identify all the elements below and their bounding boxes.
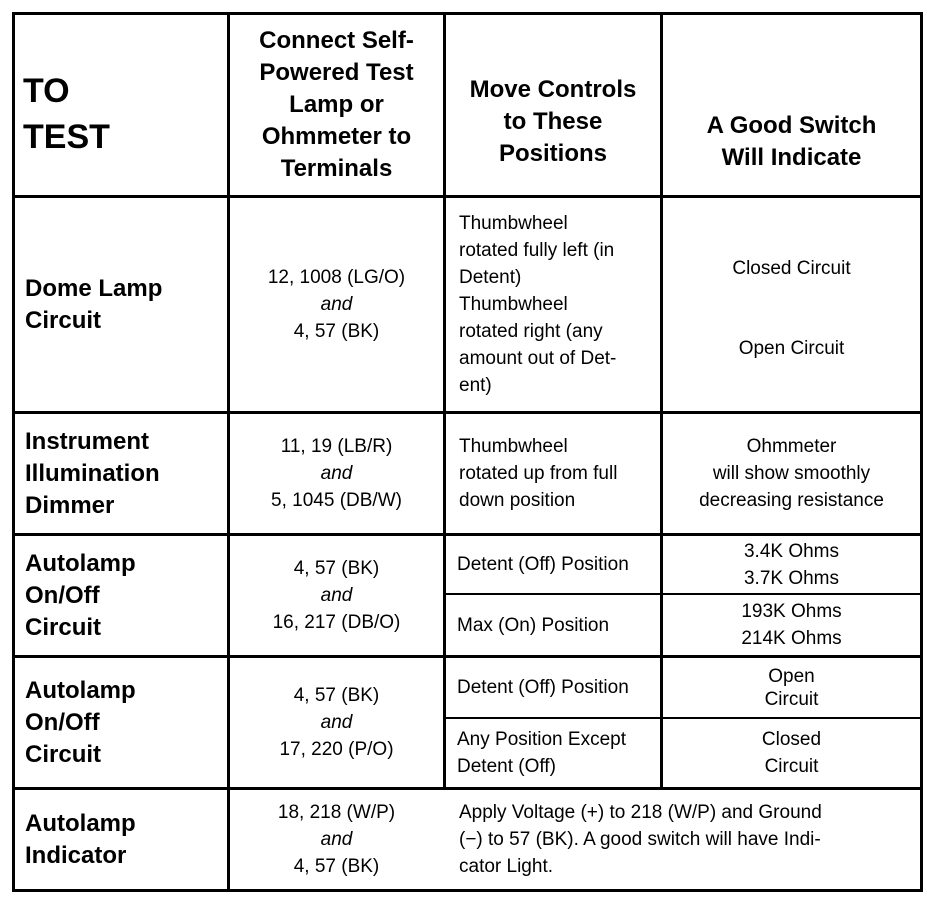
position-line: Detent (Off) — [457, 756, 556, 777]
terminal-line: 16, 217 (DB/O) — [272, 612, 401, 633]
terminal-line: 17, 220 (P/O) — [279, 739, 394, 760]
terminal-line: 4, 57 (BK) — [293, 685, 380, 706]
result — [663, 333, 920, 363]
test-label-line: Circuit — [25, 613, 102, 641]
header-move-line: to These — [503, 108, 603, 135]
position-line: rotated up from full — [459, 463, 618, 484]
position-line: amount out of Det- — [459, 348, 617, 369]
header-connect-line: Connect Self- — [259, 27, 414, 54]
test-label — [25, 536, 225, 655]
test-label-line: On/Off — [25, 581, 100, 609]
position-line: Thumbwheel — [459, 294, 568, 315]
result — [663, 719, 920, 787]
terminal-and: and — [320, 829, 353, 850]
positions — [457, 719, 660, 787]
result-line: Closed Circuit — [732, 257, 851, 279]
terminal-line: 4, 57 (BK) — [293, 558, 380, 579]
result-line: 214K Ohms — [741, 628, 842, 649]
header-move-line: Positions — [498, 140, 607, 167]
position-line: Thumbwheel — [459, 213, 568, 234]
result-line: Open Circuit — [738, 337, 845, 359]
terminals — [230, 198, 443, 411]
header-connect-line: Ohmmeter to — [261, 123, 412, 150]
positions — [457, 595, 660, 655]
test-label-line: Autolamp — [25, 676, 136, 704]
result-line: Circuit — [764, 756, 819, 777]
position-line: Detent (Off) Position — [457, 677, 629, 698]
test-label — [25, 414, 225, 533]
result-line: 3.4K Ohms — [743, 540, 840, 562]
test-label-line: Instrument — [25, 427, 150, 455]
header-move-controls — [446, 15, 660, 195]
terminal-line: 4, 57 (BK) — [293, 856, 380, 877]
header-good-switch — [663, 15, 920, 195]
result — [663, 414, 920, 533]
position-line: down position — [459, 490, 576, 511]
result-line: 3.7K Ohms — [743, 567, 840, 589]
test-label-line: On/Off — [25, 708, 100, 736]
positions — [457, 658, 660, 717]
header-connect-line: Powered Test — [259, 59, 414, 86]
header-good-line: A Good Switch — [706, 112, 877, 139]
header-to-test — [23, 15, 223, 195]
position-line: rotated fully left (in — [459, 240, 615, 261]
indicator-note — [459, 790, 919, 889]
test-label — [25, 658, 225, 787]
position-line: Detent) — [459, 267, 522, 288]
terminal-line: 12, 1008 (LG/O) — [267, 267, 406, 288]
test-label-line: Dome Lamp — [25, 274, 163, 302]
result-line: 193K Ohms — [741, 601, 842, 622]
position-line: Max (On) Position — [457, 614, 610, 636]
test-label — [25, 198, 225, 411]
result-line: decreasing resistance — [699, 490, 884, 511]
test-label-line: Autolamp — [25, 809, 136, 837]
test-label — [25, 790, 225, 889]
terminal-and: and — [320, 463, 353, 484]
terminal-line: 5, 1045 (DB/W) — [271, 490, 402, 511]
result — [663, 658, 920, 717]
terminal-and: and — [320, 712, 353, 733]
header-good-line: Will Indicate — [721, 144, 862, 171]
result-line: Closed — [761, 729, 822, 750]
result-line: Open — [768, 665, 815, 687]
terminal-line: 11, 19 (LB/R) — [280, 436, 393, 457]
terminals — [230, 536, 443, 655]
test-label-line: Dimmer — [25, 491, 115, 519]
position-line: ent) — [459, 375, 492, 396]
header-to-test-line: TEST — [23, 118, 110, 156]
test-label-line: Circuit — [25, 740, 102, 768]
terminals — [230, 414, 443, 533]
positions — [457, 536, 660, 593]
result-line: will show smoothly — [712, 463, 871, 484]
test-label-line: Autolamp — [25, 549, 136, 577]
result — [663, 536, 920, 593]
header-move-line: Move Controls — [469, 76, 637, 103]
terminals — [230, 790, 443, 889]
positions — [459, 198, 659, 411]
terminal-line: 18, 218 (W/P) — [277, 802, 396, 823]
test-label-line: Illumination — [25, 459, 160, 487]
position-line: Thumbwheel — [459, 436, 568, 457]
header-to-test-line: TO — [23, 72, 70, 110]
position-line: rotated right (any — [459, 321, 603, 342]
terminals — [230, 658, 443, 787]
result — [663, 253, 920, 283]
positions — [459, 414, 659, 533]
header-connect-line: Lamp or — [289, 91, 384, 118]
note-line: Apply Voltage (+) to 218 (W/P) and Ground — [459, 802, 822, 823]
terminal-and: and — [320, 294, 353, 315]
result-line: Ohmmeter — [746, 436, 837, 457]
test-label-line: Circuit — [25, 306, 102, 334]
position-line: Detent (Off) Position — [457, 554, 629, 575]
position-line: Any Position Except — [457, 729, 626, 750]
header-connect-line: Terminals — [280, 155, 393, 182]
header-connect — [230, 15, 443, 195]
terminal-line: 4, 57 (BK) — [293, 321, 380, 342]
result-line: Circuit — [764, 688, 819, 710]
result — [663, 595, 920, 655]
terminal-and: and — [320, 585, 353, 606]
note-line: (−) to 57 (BK). A good switch will have Indi- — [459, 829, 821, 850]
test-label-line: Indicator — [25, 841, 127, 869]
note-line: cator Light. — [459, 856, 553, 877]
switch-test-table — [12, 12, 923, 892]
